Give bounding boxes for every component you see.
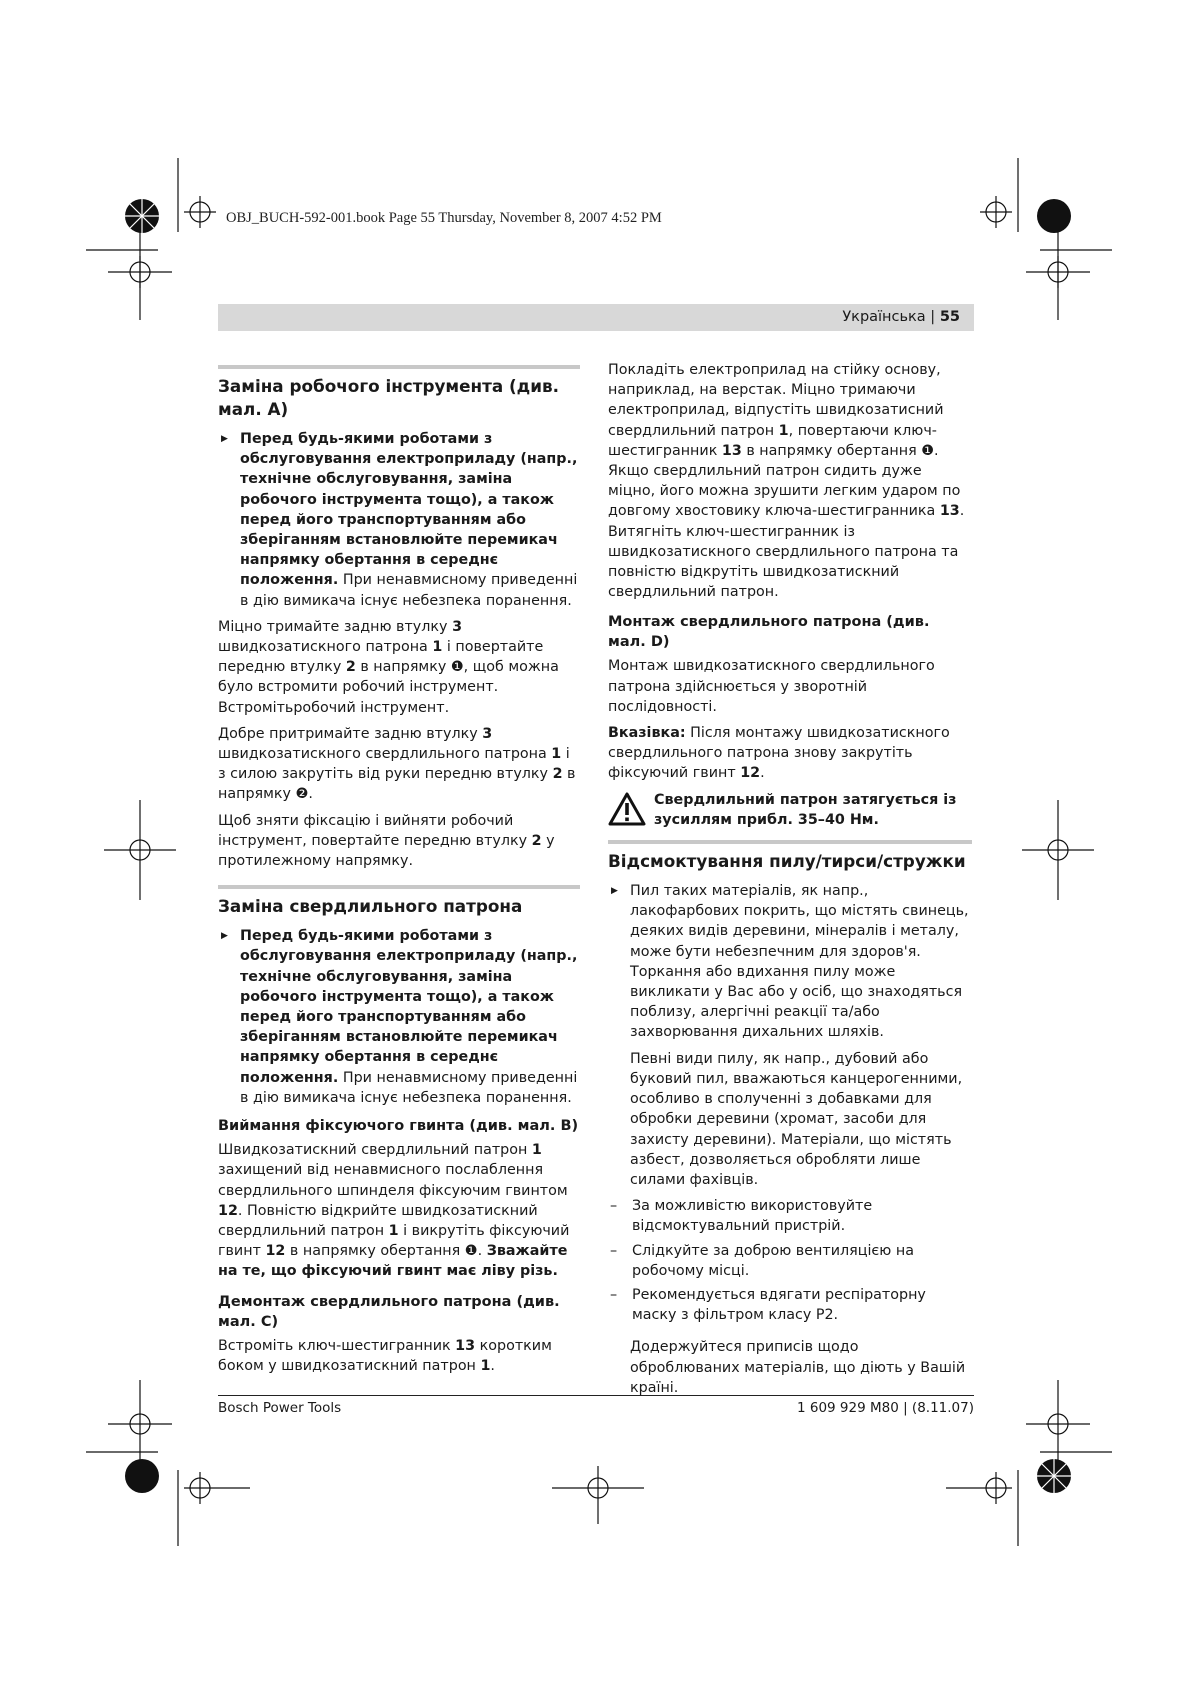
right-column — [608, 360, 972, 1404]
paragraph: Монтаж швидкозатискного свердлильного патрона здійснюється у зворотній послідовності. — [608, 658, 935, 715]
section-title: Заміна робочого інструмента (див. мал. A) — [218, 376, 559, 419]
section-title: Відсмоктування пилу/тирси/стружки — [608, 851, 966, 872]
paragraph: Щоб зняти фіксацію і вийняти робочий інструмент, повертайте передню втулку 2 у протилежному напрямку. — [218, 812, 555, 870]
footer-brand: Bosch Power Tools — [218, 1400, 342, 1416]
paragraph: Міцно тримайте задню втулку 3 швидкозатискного патрона 1 і повертайте передню втулку 2 в напрямку ❶, щоб можна було встромити робочий інструмент. Встромітьробочий інструмент. — [218, 618, 559, 716]
section-tool-change — [218, 365, 580, 871]
footer-doc-number: 1 609 929 M80 | (8.11.07) — [796, 1400, 974, 1416]
safety-bullet: ▶ Перед будь-якими роботами з обслуговування електроприладу (напр., технічне обслуговування, заміна робочого інструмента тощо), а також перед його транспортуванням або зберіганням встановлюйте перемикач напрямку обертання в середнє положення. При ненавмисному приведенні в дію вимикача існує небезпека поранення. — [218, 926, 580, 1108]
header-language: Українська — [842, 309, 926, 325]
section-dust-extraction — [608, 840, 972, 1398]
dash-item: – Рекомендується вдягати респіраторну маску з фільтром класу P2. — [608, 1285, 972, 1325]
footer-rule — [218, 1395, 974, 1396]
page-header — [218, 304, 974, 331]
dash-item: – Слідкуйте за доброю вентиляцією на робочому місці. — [608, 1241, 972, 1281]
paragraph: Добре притримайте задню втулку 3 швидкозатискного свердлильного патрона 1 і з силою закрутіть від руки передню втулку 2 в напрямку ❷. — [218, 725, 576, 803]
safety-bullet: ▶ Пил таких матеріалів, як напр., лакофарбових покрить, що містять свинець, деяких видів деревини, мінералів і металу, може бути небезпечним для здоров'я. Торкання або вдихання пилу може викликати у Вас або у осіб, що знаходяться поблизу, алергічні реакції та/або захворювання дихальних шляхів. — [608, 881, 972, 1043]
header-title — [842, 309, 960, 325]
closing-paragraph: Додержуйтеся приписів щодо оброблюваних матеріалів, що діють у Вашій країні. — [630, 1339, 966, 1396]
paragraph: Певні види пилу, як напр., дубовий або буковий пил, вважаються канцерогенними, особливо в сполученні з добавками для обробки деревини (хромат, засоби для захисту деревини). Матеріали, що містять азбест, дозволяється обробляти лише силами фахівців. — [630, 1050, 963, 1188]
safety-bullet: ▶ Перед будь-якими роботами з обслуговування електроприладу (напр., технічне обслуговування, заміна робочого інструмента тощо), а також перед його транспортуванням або зберіганням встановлюйте перемикач напрямку обертання в середнє положення. При ненавмисному приведенні в дію вимикача існує небезпека поранення. — [218, 429, 580, 611]
dash-item: – За можливістю використовуйте відсмоктувальний пристрій. — [608, 1196, 972, 1236]
warning-note: Свердлильний патрон затягується із зусиллям прибл. 35–40 Нм. — [608, 790, 972, 830]
file-slug: OBJ_BUCH-592-001.book Page 55 Thursday, November 8, 2007 4:52 PM — [226, 210, 662, 226]
subsection-title: Монтаж свердлильного патрона (див. мал. D) — [608, 614, 930, 651]
header-separator: | — [925, 309, 940, 325]
page-number: 55 — [939, 309, 960, 325]
paragraph: Покладіть електроприлад на стійку основу, наприклад, на верстак. Міцно тримаючи електроприлад, відпустіть швидкозатисний свердлильний патрон 1, повертаючи ключ-шестигранник 13 в напрямку обертання ❶. Якщо свердлильний патрон сидить дуже міцно, його можна зрушити легким ударом по довгому хвостовику ключа-шестигранника 13. Витягніть ключ-шестигранник із швидкозатискного свердлильного патрона та повністю відкрутіть швидкозатискний свердлильний патрон. — [608, 362, 965, 601]
paragraph: Встромiть ключ-шестигранник 13 коротким боком у швидкозатискний патрон 1. — [218, 1337, 552, 1374]
left-column — [218, 365, 580, 1382]
section-chuck-change — [218, 885, 580, 1376]
subsection-title: Демонтаж свердлильного патрона (див. мал. C) — [218, 1293, 560, 1330]
warning-triangle-icon — [608, 792, 646, 826]
subsection-title: Виймання фіксуючого гвинта (див. мал. B) — [218, 1118, 579, 1135]
section-title: Заміна свердлильного патрона — [218, 896, 523, 917]
paragraph: Швидкозатискний свердлильний патрон 1 захищений від ненавмисного послаблення свердлильного шпинделя фіксуючим гвинтом 12. Повністю відкрийте швидкозатискний свердлильний патрон 1 і викрутіть фіксуючий гвинт 12 в напрямку обертання ❶. Зважайте на те, що фіксуючий гвинт має ліву різь. — [218, 1142, 570, 1280]
note-paragraph: Вказівка: Після монтажу швидкозатискного свердлильного патрона знову закрутіть фіксуючий гвинт 12. — [608, 725, 950, 782]
